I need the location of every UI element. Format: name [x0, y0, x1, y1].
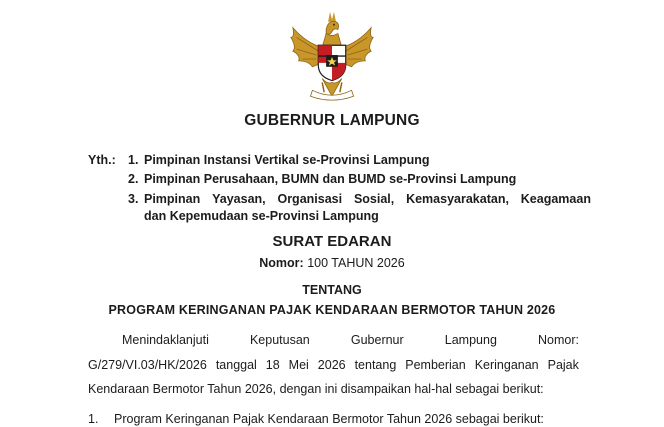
recipient-word: Organisasi [277, 192, 343, 206]
recipient-text [128, 192, 200, 206]
body-word: Pemberian [405, 358, 466, 372]
recipient-item [128, 172, 516, 186]
recipient-word: Keagamaan [520, 192, 591, 206]
recipient-word: Yayasan, [212, 192, 266, 206]
body-word: Lampung [444, 333, 497, 347]
body-line [88, 333, 579, 347]
list-item [88, 412, 544, 426]
body-word: Keringanan [474, 358, 539, 372]
recipient-word: Kemasyarakatan, [406, 192, 509, 206]
recipient-word: Pimpinan [144, 192, 201, 206]
recipient-item [128, 192, 591, 223]
body-word: tanggal [215, 358, 257, 372]
letter-heading: GUBERNUR LAMPUNG [244, 112, 420, 129]
subject-title: PROGRAM KERINGANAN PAJAK KENDARAAN BERMOTOR TAHUN 2026 [108, 303, 556, 317]
body-word: tentang [354, 358, 397, 372]
recipient-label: Yth.: [88, 153, 116, 167]
document-number [0, 256, 664, 270]
recipient-item [128, 153, 430, 167]
recipient-number: 2. [128, 172, 139, 186]
body-line: Kendaraan Bermotor Tahun 2026, dengan ini disampaikan hal-hal sebagai berikut: [88, 382, 544, 396]
recipient-text: dan Kepemudaan se-Provinsi Lampung [144, 209, 379, 223]
document-number-label: Nomor: [259, 256, 304, 270]
body-word: Mei [288, 358, 309, 372]
recipient-number: 3. [128, 192, 139, 206]
recipient-text: Pimpinan Instansi Vertikal se-Provinsi Lampung [144, 153, 430, 167]
document-type: SURAT EDARAN [272, 233, 392, 250]
list-item-number: 1. [88, 412, 99, 426]
body-line [88, 358, 579, 372]
body-word: 2026 [317, 358, 346, 372]
body-word: Keputusan [249, 333, 310, 347]
recipient-text: Pimpinan Perusahaan, BUMN dan BUMD se-Provinsi Lampung [144, 172, 517, 186]
recipient-word: Sosial, [353, 192, 395, 206]
garuda-pancasila-emblem-icon [283, 8, 381, 106]
recipient-line [128, 192, 591, 206]
body-word: Pajak [547, 358, 579, 372]
body-word: Gubernur [350, 333, 404, 347]
body-word: Nomor: [538, 333, 579, 347]
body-word: 18 [265, 358, 280, 372]
subject-label: TENTANG [302, 283, 362, 297]
recipient-number: 1. [128, 153, 139, 167]
document-number-value: 100 TAHUN 2026 [307, 256, 405, 270]
body-word: G/279/VI.03/HK/2026 [88, 358, 207, 372]
body-word: Menindaklanjuti [122, 333, 209, 347]
list-item-text: Program Keringanan Pajak Kendaraan Bermotor Tahun 2026 sebagai berikut: [114, 412, 544, 426]
